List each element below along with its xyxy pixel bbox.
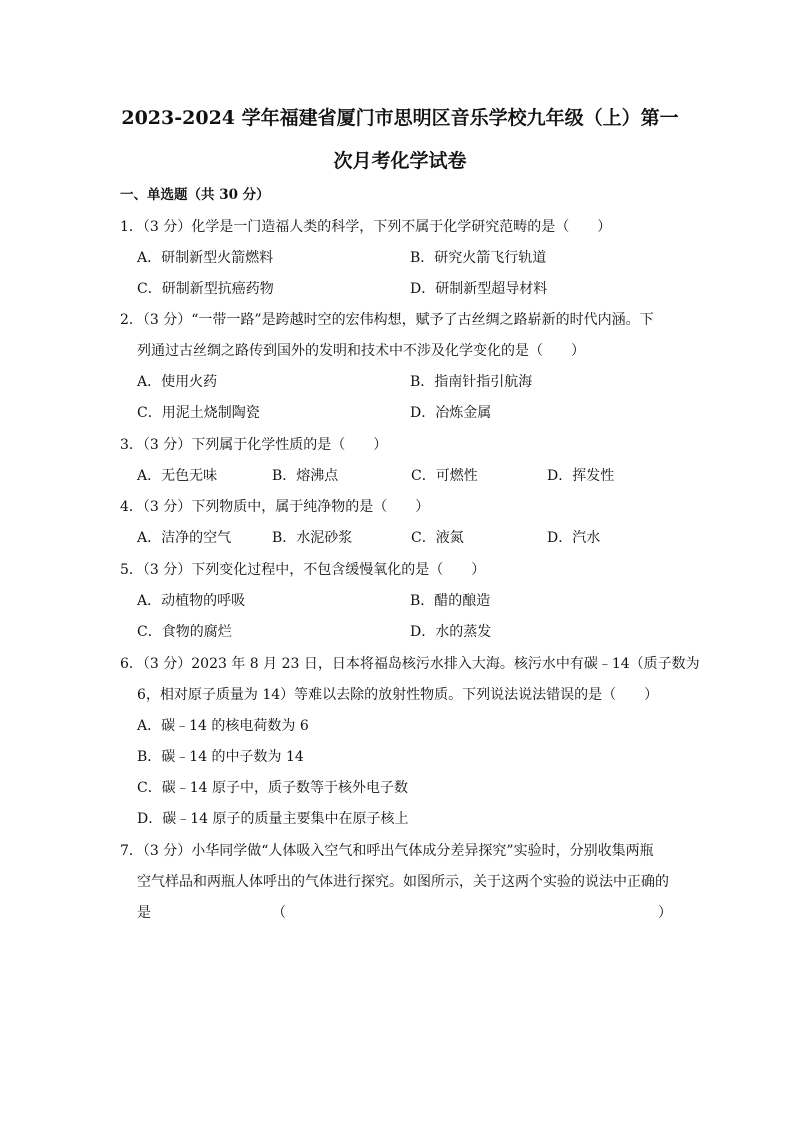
question-1-option-c: C．研制新型抗癌药物 (137, 281, 274, 297)
question-6-option-d: D．碳﹣14 原子的质量主要集中在原子核上 (137, 811, 409, 827)
question-6-stem-cont: 6，相对原子质量为 14）等难以去除的放射性物质。下列说法说法错误的是（ ） (137, 687, 659, 703)
question-1-stem: 1．（3 分）化学是一门造福人类的科学，下列不属于化学研究范畴的是（ ） (120, 219, 612, 235)
question-6-stem: 6．（3 分）2023 年 8 月 23 日，日本将福岛核污水排入大海。核污水中有碳﹣14（质子数为 (120, 656, 700, 672)
question-2-option-b: B．指南针指引航海 (410, 374, 533, 390)
question-7-answer-paren-open: （ (272, 905, 286, 921)
question-5-stem: 5．（3 分）下列变化过程中，不包含缓慢氧化的是（ ） (120, 562, 486, 578)
question-7-stem: 7．（3 分）小华同学做“人体吸入空气和呼出气体成分差异探究”实验时，分别收集两瓶 (120, 843, 654, 859)
question-3-option-b: B．熔沸点 (272, 468, 339, 484)
question-2-option-d: D．冶炼金属 (410, 405, 492, 421)
question-1-option-d: D．研制新型超导材料 (410, 281, 548, 297)
question-5-option-a: A．动植物的呼吸 (137, 593, 246, 609)
question-4-option-c: C．液氮 (411, 530, 464, 546)
question-7-stem-cont-1: 空气样品和两瓶人体呼出的气体进行探究。如图所示，关于这两个实验的说法中正确的 (137, 874, 669, 890)
section-heading: 一、单选题（共 30 分） (120, 187, 270, 203)
question-3-stem: 3．（3 分）下列属于化学性质的是（ ） (120, 437, 388, 453)
question-5-option-b: B．醋的酿造 (410, 593, 491, 609)
question-2-stem: 2．（3 分）“一带一路”是跨越时空的宏伟构想，赋予了古丝绸之路崭新的时代内涵。下 (120, 312, 654, 328)
question-4-option-a: A．洁净的空气 (137, 530, 232, 546)
question-4-option-b: B．水泥砂浆 (272, 530, 353, 546)
question-3-option-c: C．可燃性 (411, 468, 478, 484)
question-6-option-b: B．碳﹣14 的中子数为 14 (137, 749, 304, 765)
question-4-option-d: D．汽水 (547, 530, 601, 546)
page-title-line-1: 2023-2024 学年福建省厦门市思明区音乐学校九年级（上）第一 (121, 107, 679, 129)
question-2-option-a: A．使用火药 (137, 374, 218, 390)
question-7-stem-cont-2: 是 (137, 905, 151, 921)
page-title-line-2: 次月考化学试卷 (333, 150, 467, 172)
question-7-answer-paren-close: ） (658, 905, 672, 921)
question-6-option-a: A．碳﹣14 的核电荷数为 6 (137, 718, 309, 734)
question-5-option-d: D．水的蒸发 (410, 624, 492, 640)
question-5-option-c: C．食物的腐烂 (137, 624, 232, 640)
question-2-stem-cont: 列通过古丝绸之路传到国外的发明和技术中不涉及化学变化的是（ ） (137, 343, 585, 359)
question-3-option-a: A．无色无味 (137, 468, 218, 484)
question-2-option-c: C．用泥土烧制陶瓷 (137, 405, 260, 421)
question-3-option-d: D．挥发性 (547, 468, 615, 484)
question-1-option-b: B．研究火箭飞行轨道 (410, 250, 547, 266)
question-1-option-a: A．研制新型火箭燃料 (137, 250, 274, 266)
question-4-stem: 4．（3 分）下列物质中，属于纯净物的是（ ） (120, 499, 430, 515)
question-6-option-c: C．碳﹣14 原子中，质子数等于核外电子数 (137, 780, 408, 796)
